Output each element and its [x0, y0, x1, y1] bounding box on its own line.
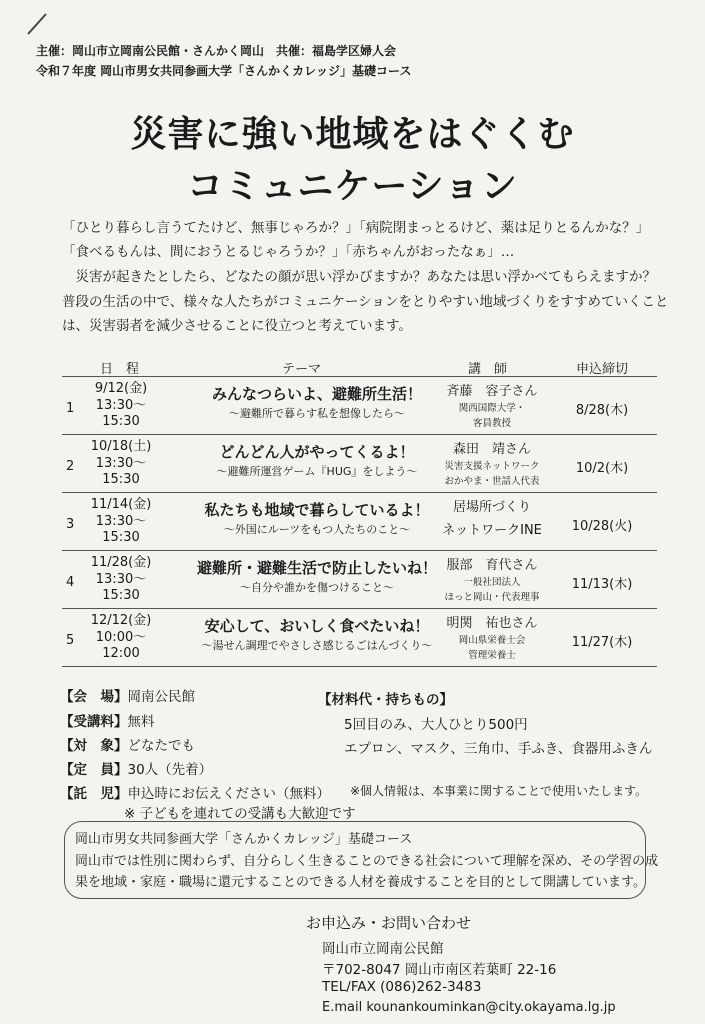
session-date: 11/28(金) 13:30～ 15:30	[90, 555, 152, 603]
session-date: 10/18(土) 13:30～ 15:30	[90, 439, 152, 487]
session-theme: 避難所・避難生活で防止したいね！	[196, 559, 437, 577]
table-row	[62, 608, 657, 667]
session-number: 2	[66, 459, 75, 474]
table-row	[62, 492, 657, 550]
venue-info: 【会 場】岡南公民館	[60, 689, 195, 705]
capacity-info: 【定 員】30人（先着）	[60, 762, 213, 778]
session-subtitle: ～湯せん調理でやさしさ感じるごはんづくり～	[201, 639, 433, 652]
intro-line-3: 災害が起きたとしたら、どなたの顔が思い浮かびますか？あなたは思い浮かべてもらえますか？	[62, 269, 656, 285]
table-row	[62, 376, 657, 434]
about-line-2: 岡山市では性別に関わらず、自分らしく生きることのできる社会について理解を深め、その学習の成	[75, 854, 659, 869]
lecturer-affiliation: ネットワークINE	[442, 523, 542, 538]
session-number: 5	[66, 633, 75, 648]
childcare-info: 【託 児】申込時にお伝えください（無料）	[60, 786, 330, 802]
col-theme: テーマ	[282, 362, 322, 377]
contact-tel: TEL/FAX (086)262-3483	[322, 979, 482, 995]
materials-label: 【材料代・持ちもの】	[318, 692, 453, 708]
schedule-table	[62, 376, 657, 667]
lecturer-affiliation: 岡山県栄養士会 管理栄養士	[458, 635, 526, 661]
session-theme: みんなつらいよ、避難所生活！	[211, 385, 422, 403]
session-subtitle: ～自分や誰かを傷つけること～	[240, 581, 394, 594]
session-theme: どんどん人がやってくるよ！	[219, 443, 415, 461]
lecturer-affiliation: 関西国際大学・ 客員教授	[458, 403, 526, 429]
session-subtitle: ～外国にルーツをもつ人たちのこと～	[223, 523, 411, 536]
session-deadline: 11/13(木)	[571, 577, 633, 592]
session-date: 9/12(金) 13:30～ 15:30	[94, 381, 148, 429]
session-deadline: 10/28(火)	[571, 519, 633, 534]
col-deadline: 申込締切	[576, 362, 629, 377]
session-deadline: 10/2(木)	[575, 461, 629, 476]
table-row	[62, 434, 657, 492]
pen-mark-icon	[22, 8, 52, 38]
privacy-note: ※個人情報は、本事業に関することで使用いたします。	[350, 784, 648, 798]
contact-email[interactable]: E.mail kounankouminkan@city.okayama.lg.jp	[322, 1000, 616, 1015]
intro-line-5: は、災害弱者を減少させることに役立つと考えています。	[62, 318, 412, 334]
session-number: 4	[66, 575, 75, 590]
session-deadline: 11/27(木)	[571, 635, 633, 650]
title-line-1: 災害に強い地域をはぐくむ	[130, 114, 575, 155]
session-number: 3	[66, 517, 75, 532]
about-line-3: 果を地域・家庭・職場に還元することのできる人材を養成することを目的として開講しています。	[75, 875, 646, 890]
contact-address: 〒702-8047 岡山市南区若葉町 22-16	[322, 962, 557, 978]
contact-heading: お申込み・お問い合わせ	[306, 914, 472, 932]
lecturer-name: 服部 育代さん	[446, 558, 538, 573]
session-date: 11/14(金) 13:30～ 15:30	[90, 497, 152, 545]
session-number: 1	[66, 401, 75, 416]
materials-line-2: エプロン、マスク、三角巾、手ふき、食器用ふきん	[344, 741, 653, 757]
session-subtitle: ～避難所で暮らす私を想像したら～	[229, 407, 405, 420]
contact-org: 岡山市立岡南公民館	[322, 941, 444, 957]
lecturer-name: 明関 祐也さん	[446, 616, 538, 631]
col-date: 日 程	[100, 362, 140, 377]
lecturer-name: 斉藤 容子さん	[446, 384, 538, 399]
lecturer-affiliation: 災害支援ネットワーク おかやま・世話人代表	[444, 461, 540, 487]
childcare-note: ※ 子どもを連れての受講も大歓迎です	[124, 806, 356, 822]
session-deadline: 8/28(木)	[575, 403, 629, 418]
lecturer-name: 森田 靖さん	[452, 442, 531, 457]
organizers: 主催：岡山市立岡南公民館・さんかく岡山 共催：福島学区婦人会	[36, 44, 397, 58]
target-info: 【対 象】どなたでも	[60, 738, 195, 754]
table-row	[62, 550, 657, 608]
course-name: 令和７年度 岡山市男女共同参画大学「さんかくカレッジ」基礎コース	[36, 64, 412, 78]
lecturer-name: 居場所づくり	[452, 500, 531, 515]
session-date: 12/12(金) 10:00～ 12:00	[90, 613, 152, 661]
session-theme: 安心して、おいしく食べたいね！	[204, 617, 430, 635]
session-theme: 私たちも地域で暮らしているよ！	[204, 501, 430, 519]
col-lecturer: 講 師	[468, 362, 508, 377]
title-line-2: コミュニケーション	[187, 166, 518, 207]
lecturer-affiliation: 一般社団法人 ほっと岡山・代表理事	[444, 577, 540, 603]
intro-line-4: 普段の生活の中で、様々な人たちがコミュニケーションをとりやすい地域づくりをすすめていくこと	[62, 294, 669, 310]
intro-line-2: 「食べるもんは、間におうとるじゃろうか？」「赤ちゃんがおったなぁ」…	[62, 244, 515, 260]
materials-line-1: 5回目のみ、大人ひとり500円	[344, 717, 528, 733]
fee-info: 【受講料】無料	[60, 714, 155, 730]
session-subtitle: ～避難所運営ゲーム『HUG』をしよう～	[216, 465, 418, 478]
intro-line-1: 「ひとり暮らし言うてたけど、無事じゃろか？」「病院閉まっとるけど、薬は足りとるんかな？」	[62, 220, 650, 236]
about-box	[64, 821, 659, 899]
about-line-1: 岡山市男女共同参画大学「さんかくカレッジ」基礎コース	[75, 832, 413, 847]
